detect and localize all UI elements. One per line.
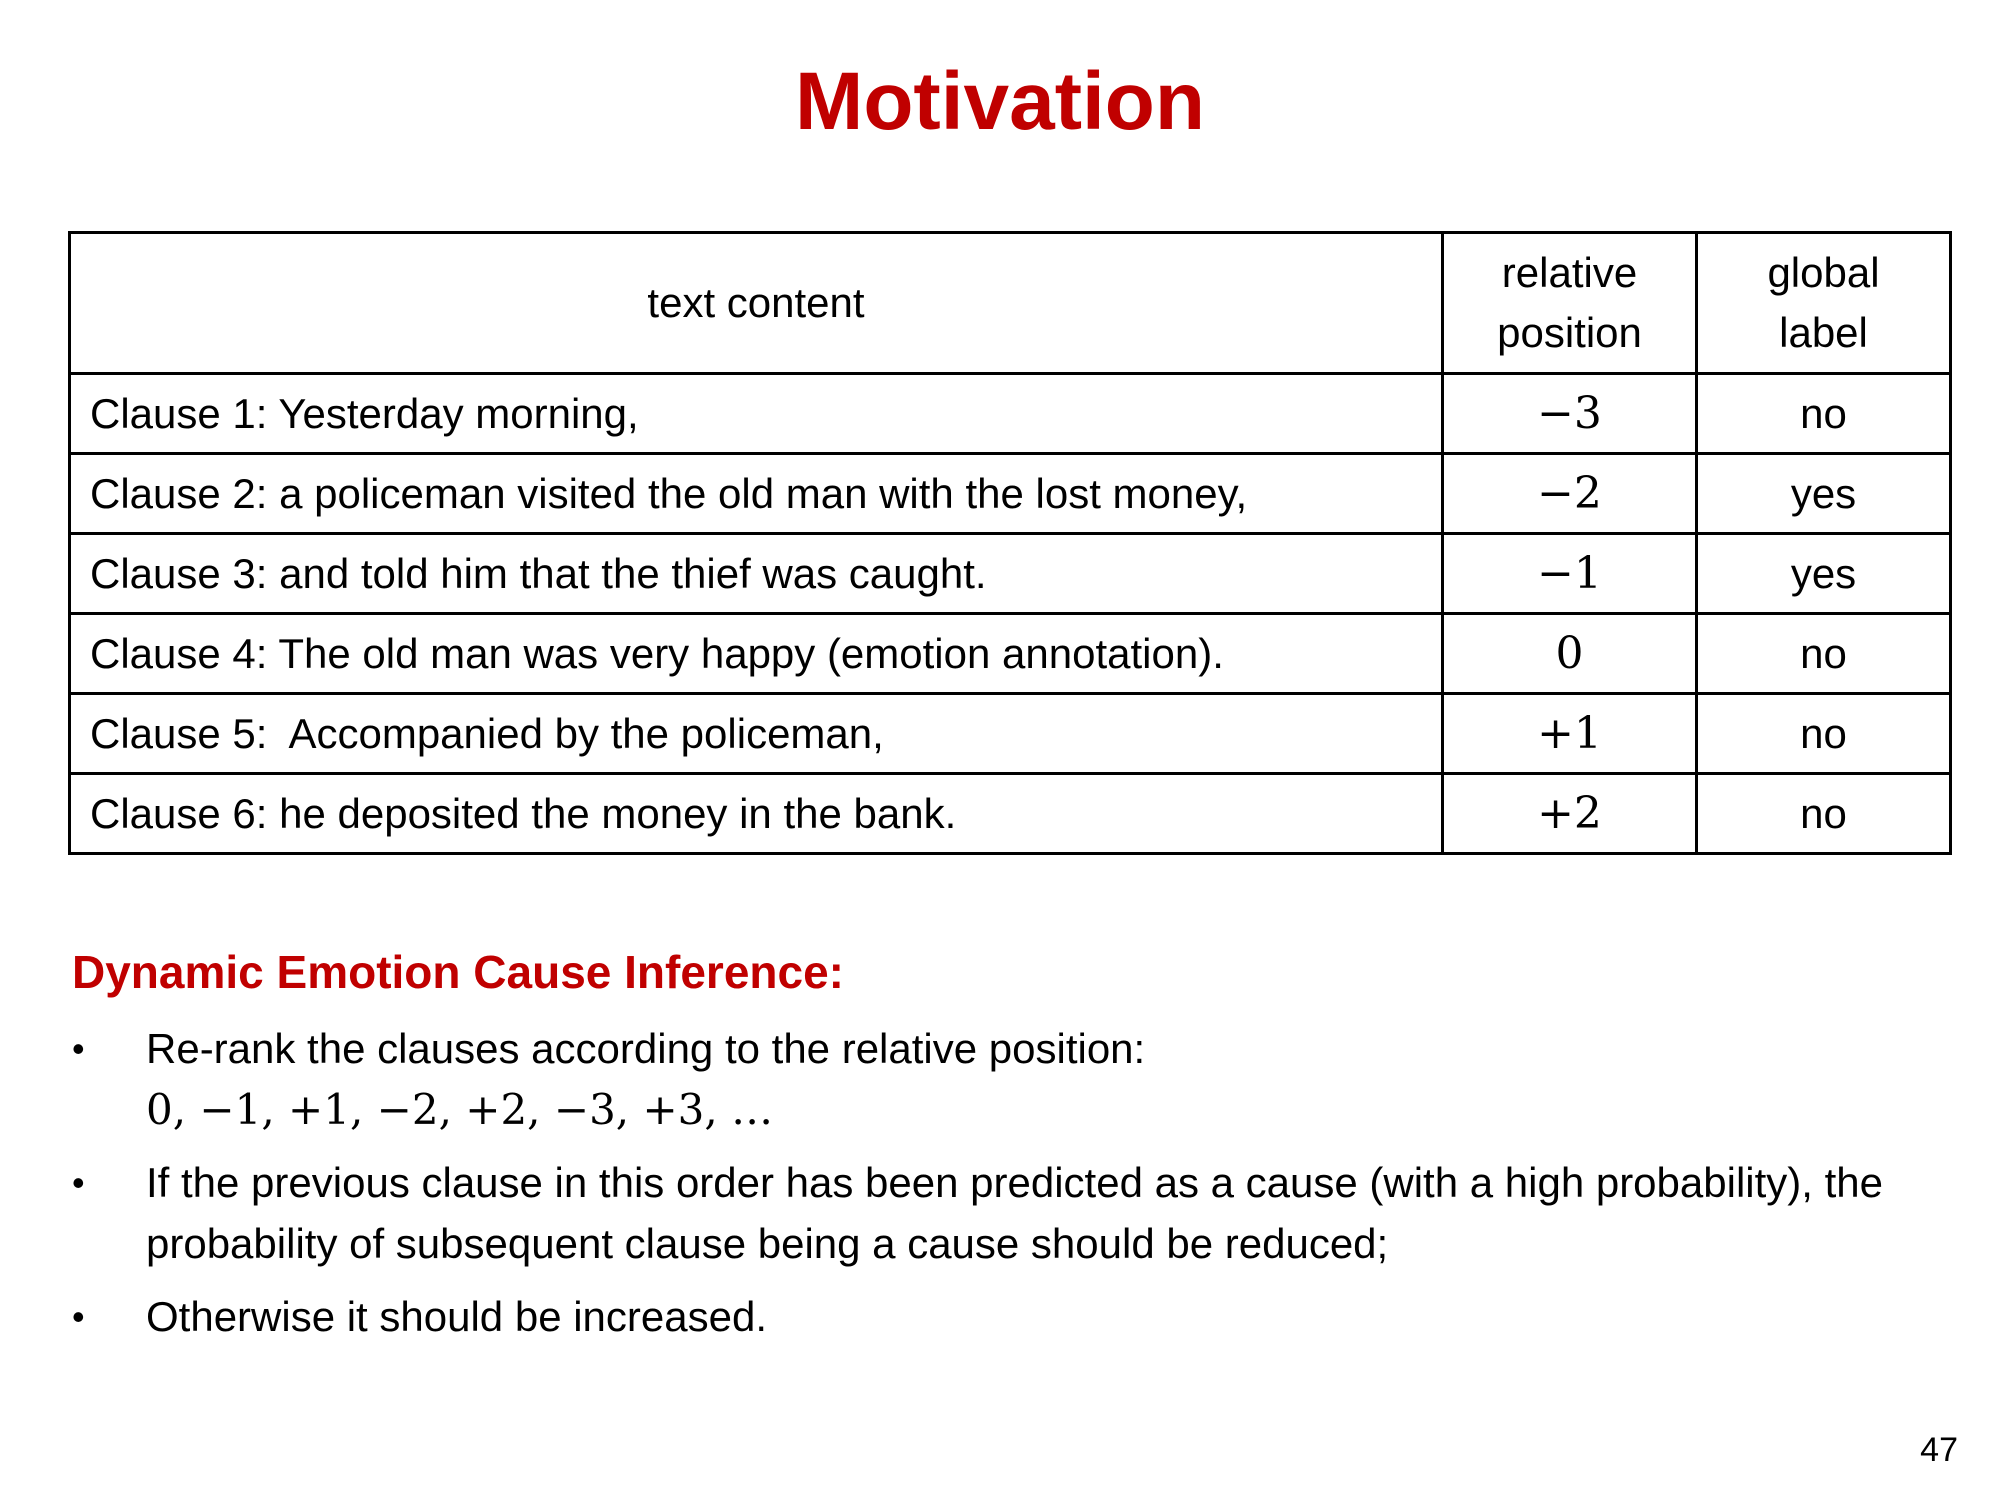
section-heading: Dynamic Emotion Cause Inference:: [72, 946, 844, 998]
table-row: [70, 614, 1951, 694]
header-global-line-1: global: [1767, 249, 1880, 296]
clause-text: Clause 4: The old man was very happy (emotion annotation).: [70, 614, 1443, 694]
header-relative-line-1: relative: [1501, 249, 1638, 296]
table-row: [70, 774, 1951, 854]
bullet-text: Re-rank the clauses according to the relative position:: [146, 1025, 1146, 1072]
table-row: [70, 534, 1951, 614]
clause-position: −1: [1443, 534, 1697, 614]
clause-label: no: [1697, 374, 1951, 454]
clause-position: −2: [1443, 454, 1697, 534]
table-row: [70, 694, 1951, 774]
bullet-icon: •: [72, 1296, 85, 1337]
table-row: [70, 454, 1951, 534]
clause-position: +1: [1443, 694, 1697, 774]
list-item: [72, 1018, 1952, 1140]
clause-table: [68, 231, 1952, 855]
clause-position: 0: [1443, 614, 1697, 694]
bullet-text: Otherwise it should be increased.: [146, 1293, 767, 1340]
list-item: [72, 1286, 1952, 1347]
clause-label: yes: [1697, 454, 1951, 534]
clause-position: −3: [1443, 374, 1697, 454]
bullet-icon: •: [72, 1028, 85, 1069]
clause-position: +2: [1443, 774, 1697, 854]
list-item: [72, 1152, 1952, 1274]
header-global-label: [1697, 233, 1951, 374]
page-number: 47: [1920, 1431, 1958, 1469]
bullet-list: [72, 1018, 1952, 1359]
bullet-math-sequence: 0, −1, +1, −2, +2, −3, +3, …: [146, 1085, 774, 1134]
clause-label: no: [1697, 694, 1951, 774]
table-header-row: [70, 233, 1951, 374]
clause-text: Clause 6: he deposited the money in the bank.: [70, 774, 1443, 854]
header-text-content: text content: [70, 233, 1443, 374]
slide-title: Motivation: [795, 56, 1205, 147]
header-relative-line-2: position: [1497, 309, 1642, 356]
table-row: [70, 374, 1951, 454]
clause-text: Clause 1: Yesterday morning,: [70, 374, 1443, 454]
clause-text: Clause 5: Accompanied by the policeman,: [70, 694, 1443, 774]
clause-text: Clause 3: and told him that the thief was caught.: [70, 534, 1443, 614]
header-relative-position: [1443, 233, 1697, 374]
clause-label: no: [1697, 774, 1951, 854]
header-global-line-2: label: [1779, 309, 1868, 356]
clause-text: Clause 2: a policeman visited the old man with the lost money,: [70, 454, 1443, 534]
clause-label: no: [1697, 614, 1951, 694]
bullet-text: If the previous clause in this order has been predicted as a cause (with a high probability), the probability of subsequent clause being a cause should be reduced;: [146, 1159, 1883, 1267]
bullet-icon: •: [72, 1162, 85, 1203]
clause-label: yes: [1697, 534, 1951, 614]
